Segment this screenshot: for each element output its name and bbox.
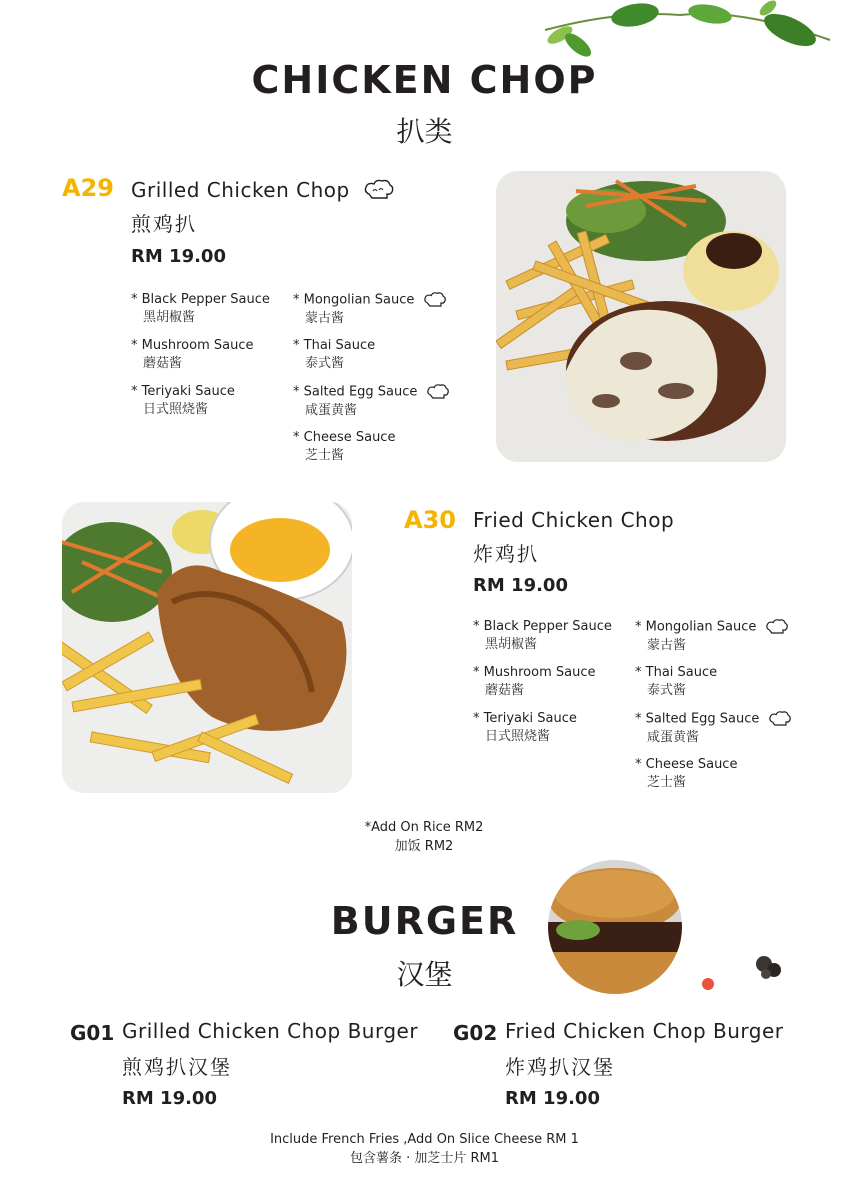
item-name-cn-g01: 煎鸡扒汉堡 — [122, 1055, 232, 1079]
sauce-item: * Teriyaki Sauce 日式照烧酱 — [473, 711, 577, 744]
sauce-item: * Teriyaki Sauce 日式照烧酱 — [131, 384, 235, 417]
item-price-a29: RM 19.00 — [131, 246, 226, 267]
photo-fried-chicken — [62, 502, 352, 793]
item-price-g02: RM 19.00 — [505, 1088, 600, 1109]
photo-burger — [548, 860, 682, 994]
sauce-item: * Thai Sauce 泰式酱 — [635, 665, 718, 698]
sauce-list-a30-left — [473, 618, 633, 756]
sauce-item: * Cheese Sauce 芝士酱 — [293, 430, 396, 463]
sauce-item: * Mushroom Sauce 蘑菇酱 — [473, 665, 596, 698]
item-name-g01: Grilled Chicken Chop Burger — [122, 1019, 419, 1043]
chef-hat-icon — [363, 178, 395, 202]
section-title-burger: BURGER — [330, 899, 519, 943]
sauce-item: * Salted Egg Sauce 咸蛋黄酱 — [635, 710, 805, 756]
sauce-item: * Mongolian Sauce 蒙古酱 — [635, 618, 805, 664]
item-name-a30: Fried Chicken Chop — [473, 508, 675, 532]
chef-hat-icon — [767, 710, 793, 728]
section-title-chicken: CHICKEN CHOP — [251, 58, 598, 102]
chef-hat-icon — [425, 383, 451, 401]
item-code-a29: A29 — [62, 174, 114, 202]
item-price-a30: RM 19.00 — [473, 575, 568, 596]
section-subtitle-chicken: 扒类 — [396, 115, 453, 148]
rice-addon-cn: 加饭 RM2 — [394, 839, 454, 854]
rice-addon-en: *Add On Rice RM2 — [364, 820, 484, 835]
section-subtitle-burger: 汉堡 — [396, 958, 453, 991]
sauce-list-a29-left — [131, 291, 291, 429]
footer-note-en: Include French Fries ,Add On Slice Cheese RM 1 — [270, 1132, 579, 1147]
footer-note-cn: 包含薯条 · 加芝士片 RM1 — [349, 1151, 500, 1166]
sauce-item: * Thai Sauce 泰式酱 — [293, 338, 376, 371]
item-name-cn-a29: 煎鸡扒 — [131, 212, 197, 236]
photo-grilled-chicken — [496, 171, 786, 462]
pepper-decoration — [696, 950, 786, 992]
chef-hat-icon — [764, 618, 790, 636]
leaf-icon — [609, 0, 660, 30]
item-name-cn-g02: 炸鸡扒汉堡 — [505, 1055, 615, 1079]
chef-hat-icon — [422, 291, 448, 309]
leaf-icon — [760, 7, 821, 52]
rice-addon-note — [324, 820, 524, 854]
sauce-item: * Black Pepper Sauce 黑胡椒酱 — [473, 619, 612, 652]
sauce-list-a30-right — [635, 618, 805, 802]
sauce-list-a29-right — [293, 291, 463, 475]
item-name-g02: Fried Chicken Chop Burger — [505, 1019, 784, 1043]
item-name-en: Grilled Chicken Chop — [131, 178, 350, 202]
sauce-item: * Salted Egg Sauce 咸蛋黄酱 — [293, 383, 463, 429]
item-name-cn-a30: 炸鸡扒 — [473, 542, 539, 566]
leaf-icon — [687, 1, 733, 26]
item-code-a30: A30 — [404, 506, 456, 534]
sauce-item: * Mushroom Sauce 蘑菇酱 — [131, 338, 254, 371]
footer-note — [0, 1132, 849, 1166]
item-code-g01: G01 — [70, 1021, 115, 1045]
sauce-item: * Cheese Sauce 芝士酱 — [635, 757, 738, 790]
item-code-g02: G02 — [453, 1021, 498, 1045]
item-name-a29 — [131, 178, 395, 202]
item-price-g01: RM 19.00 — [122, 1088, 217, 1109]
sauce-item: * Black Pepper Sauce 黑胡椒酱 — [131, 292, 270, 325]
sauce-item: * Mongolian Sauce 蒙古酱 — [293, 291, 463, 337]
